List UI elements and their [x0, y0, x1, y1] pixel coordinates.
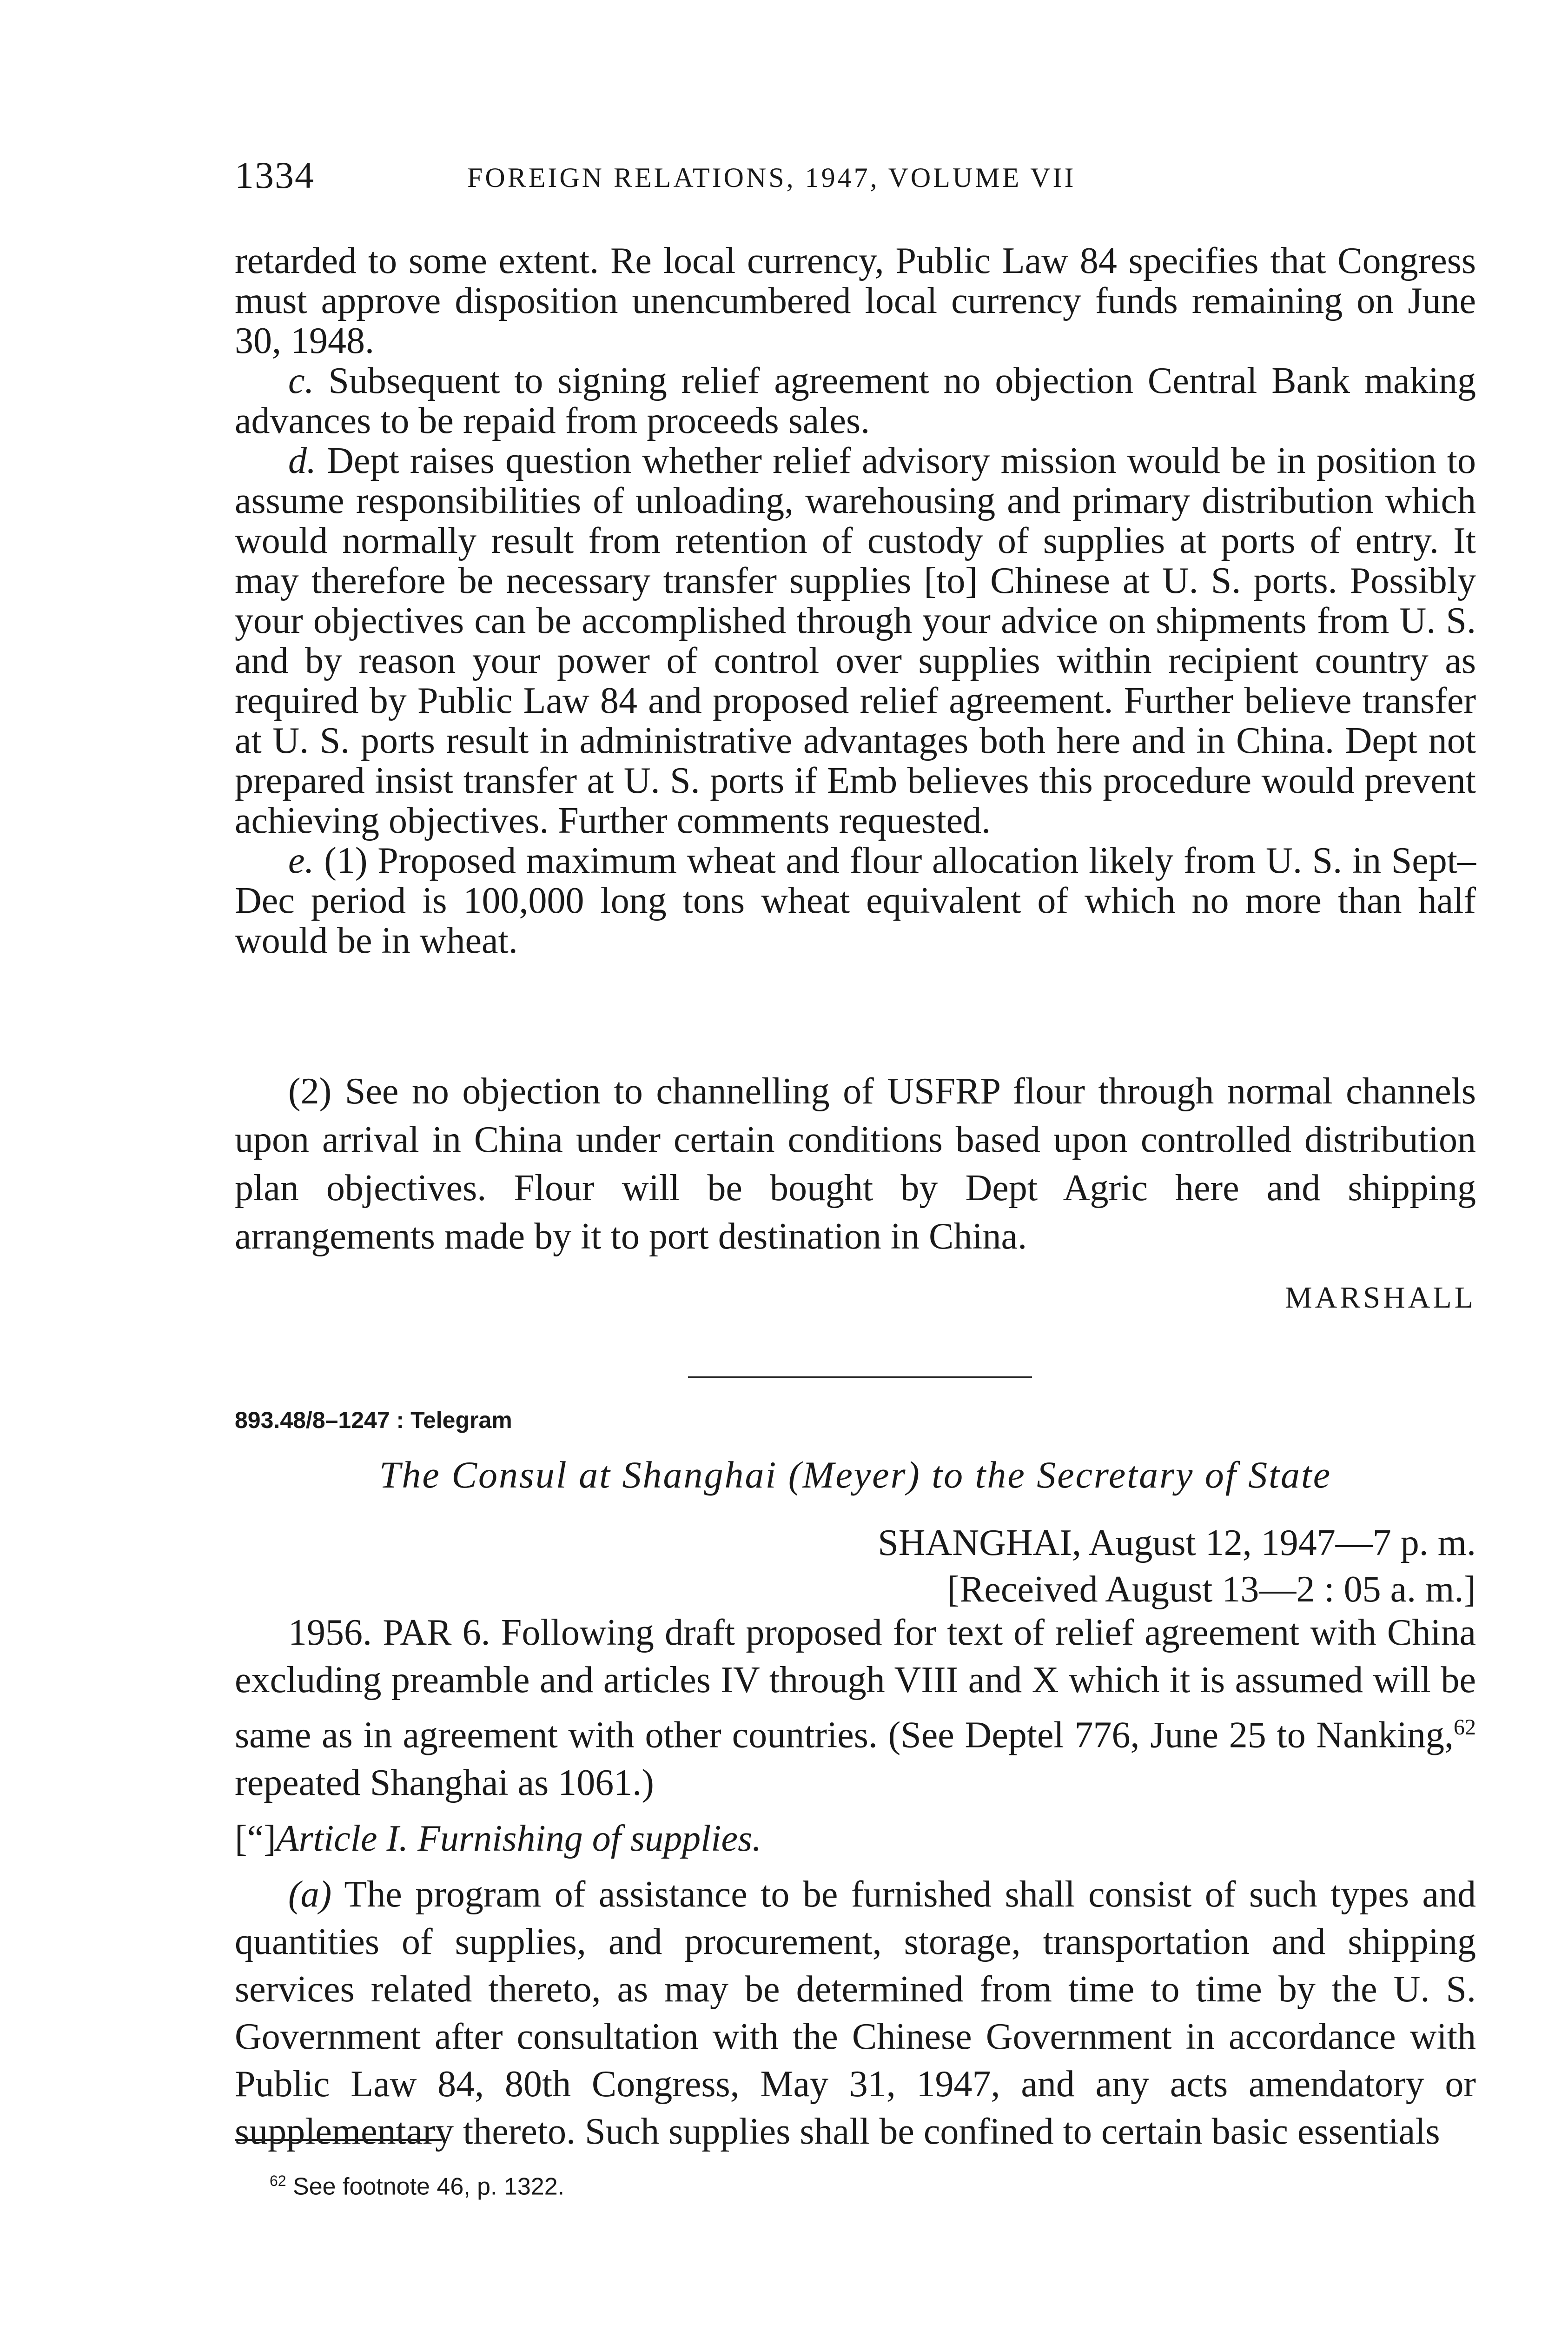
- paragraph-e2: (2) See no objection to channelling of USFRP flour through normal channels upon arrival in China under certain conditions based upon controlled distribution plan objectives. Flour will be bought by Dept Agric here and shipping arrangements made by it to port destination in China.: [235, 1071, 1476, 1257]
- paragraph-ref: PAR 6.: [383, 1612, 490, 1653]
- document-id: 893.48/8–1247 : Telegram: [235, 1407, 512, 1433]
- paragraph-d: d. Dept raises question whether relief advisory mission would be in position to assume responsibilities of unloading, warehousing and primary distribution which would normally result from retention of custody of supplies at ports of entry. It may therefore be necessary transfer supplies [to] Chinese at U. S. ports. Possibly your objectives can be accomplished through your advice on shipments from U. S. and by reason your power of control over supplies within recipient country as required by Public Law 84 and proposed relief agreement. Further believe transfer at U. S. ports result in administrative advantages both here and in China. Dept not prepared insist transfer at U. S. ports if Emb believes this procedure would prevent achieving objectives. Further comments requested.: [235, 440, 1476, 841]
- footnote-divider: [235, 2139, 442, 2141]
- item-label: d.: [288, 440, 316, 481]
- dateline-sent: SHANGHAI, August 12, 1947—7 p. m.: [878, 1522, 1476, 1563]
- paragraph-a: (a) The program of assistance to be furnished shall consist of such types and quantities of supplies, and procurement, storage, transportation and shipping services related thereto, as may be determined from time to time by the U. S. Government after consultation with the Chinese Government in accordance with Public Law 84, 80th Congress, May 31, 1947, and any acts amendatory or supplementary thereto. Such supplies shall be confined to certain basic essentials: [235, 1873, 1476, 2152]
- footnote-ref: 62: [1454, 1715, 1476, 1740]
- footnote-mark: 62: [270, 2172, 286, 2189]
- footnote: $^{62}$ See footnote 46, p. 1322.: [270, 2172, 565, 2200]
- section-divider: [688, 1376, 1032, 1378]
- telegram-body: [235, 1609, 1476, 2155]
- running-title: FOREIGN RELATIONS, 1947, VOLUME VII: [467, 162, 1076, 193]
- item-label: (a): [288, 1873, 332, 1915]
- item-label: e.: [288, 840, 314, 881]
- signature: MARSHALL: [1284, 1281, 1476, 1315]
- item-label: c.: [288, 360, 314, 401]
- telegram-continuation: [235, 241, 1476, 961]
- article-heading: [“]Article I. Furnishing of supplies.: [235, 1818, 762, 1859]
- dateline-received: [Received August 13—2 : 05 a. m.]: [947, 1569, 1476, 1610]
- page-number: 1334: [235, 154, 315, 196]
- paragraph-c: c. Subsequent to signing relief agreement no objection Central Bank making advances to be repaid from proceeds sales.: [235, 360, 1476, 441]
- paragraph-intro: 1956. PAR 6. Following draft proposed for text of relief agreement with China excluding preamble and articles IV through VIII and X which it is assumed will be same as in agreement with other countries. (See Deptel 776, June 25 to Nanking,$^{62}$ repeated Shanghai as 1061.): [235, 1612, 1476, 1803]
- dateline: [878, 1520, 1476, 1613]
- paragraph: retarded to some extent. Re local currency, Public Law 84 specifies that Congress must approve disposition unencumbered local currency funds remaining on June 30, 1948.: [235, 240, 1476, 361]
- document-heading: The Consul at Shanghai (Meyer) to the Secretary of State: [379, 1454, 1332, 1496]
- telegram-closing: [235, 1067, 1476, 1322]
- running-head: [235, 153, 1476, 205]
- paragraph-e1: e. (1) Proposed maximum wheat and flour allocation likely from U. S. in Sept–Dec period is 100,000 long tons wheat equivalent of which no more than half would be in wheat.: [235, 840, 1476, 961]
